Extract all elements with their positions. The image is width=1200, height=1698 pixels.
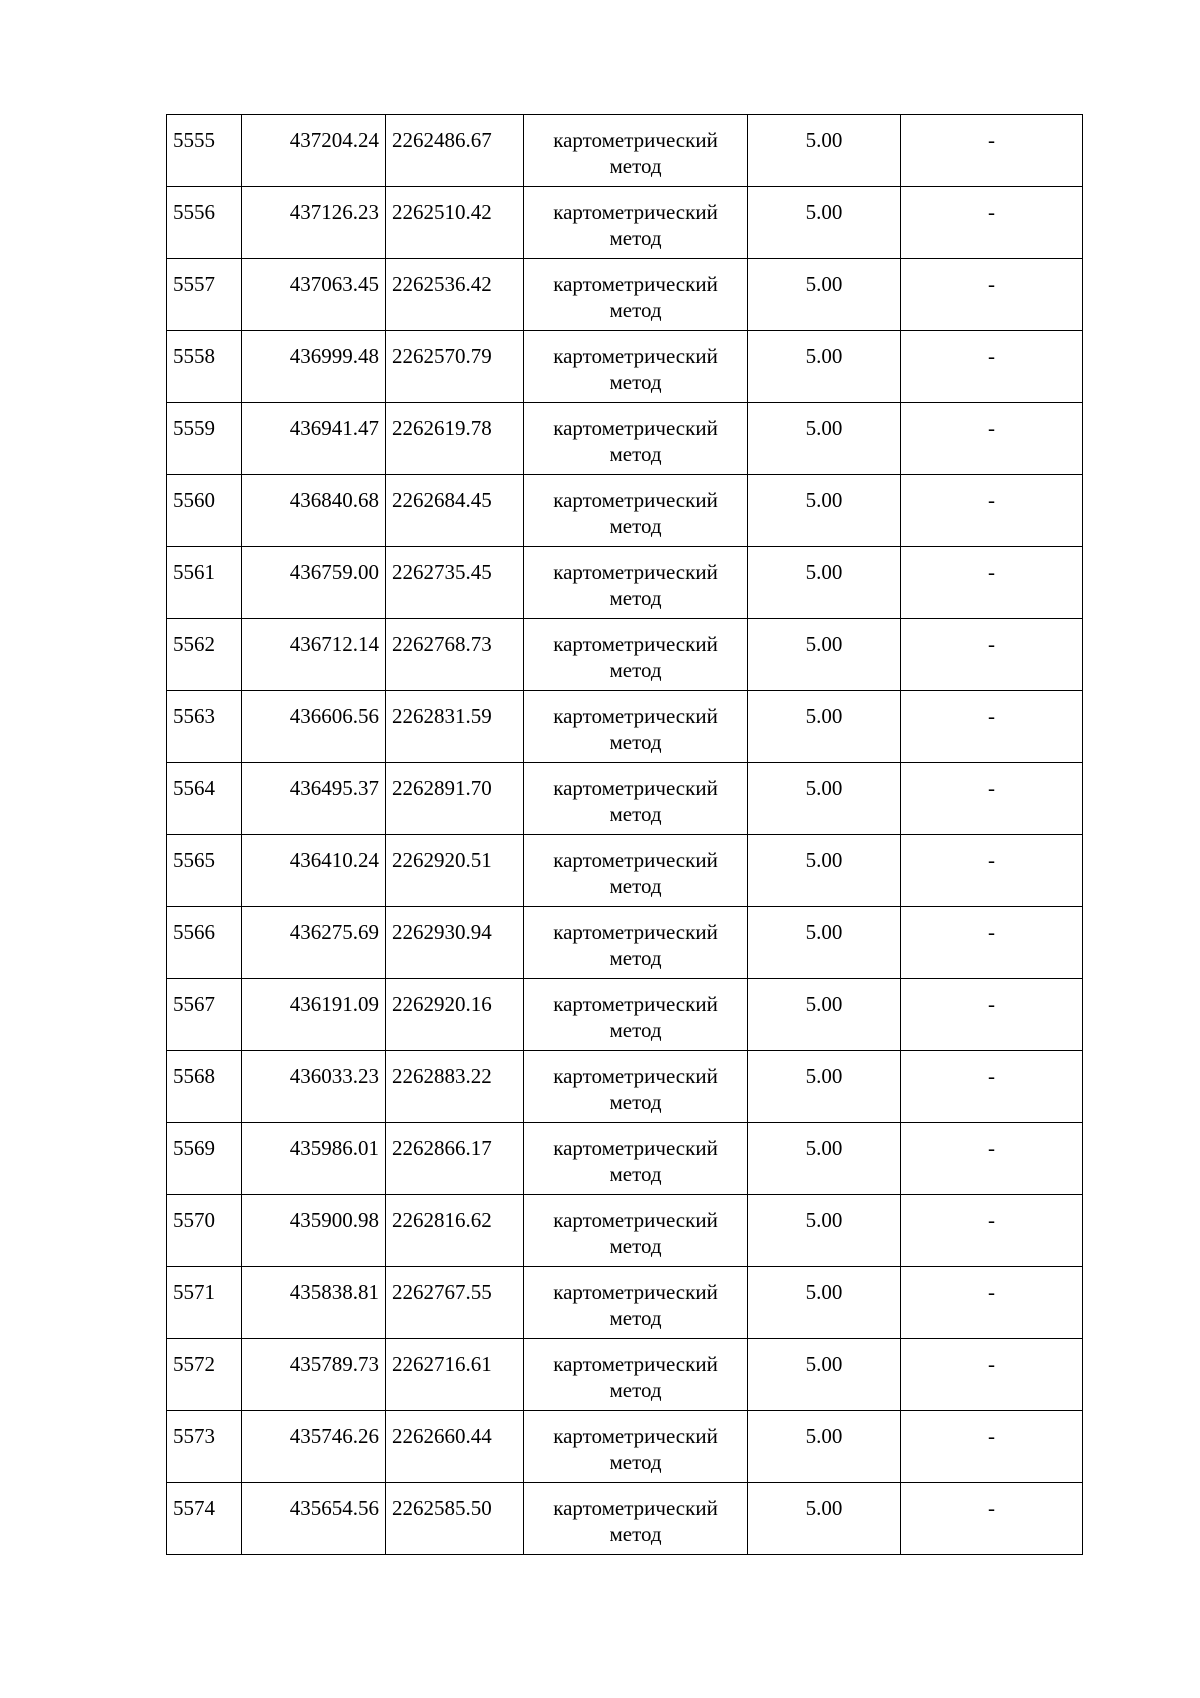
point-number-value: 5565 xyxy=(173,848,215,872)
point-number-cell xyxy=(167,1411,242,1483)
x-coordinate-cell xyxy=(242,907,386,979)
precision-cell xyxy=(748,619,901,691)
note-cell xyxy=(901,547,1083,619)
x-coordinate-value: 436606.56 xyxy=(289,704,379,728)
note-cell xyxy=(901,1339,1083,1411)
x-coordinate-cell xyxy=(242,187,386,259)
table-row xyxy=(167,187,1083,259)
x-coordinate-cell xyxy=(242,403,386,475)
precision-value: 5.00 xyxy=(805,1280,843,1304)
point-number-cell xyxy=(167,1483,242,1555)
x-coordinate-value: 435838.81 xyxy=(289,1280,379,1304)
method-line-2: метод xyxy=(609,802,662,826)
precision-value: 5.00 xyxy=(805,560,843,584)
method-line-1: картометрический xyxy=(553,632,718,656)
y-coordinate-value: 2262920.51 xyxy=(392,848,492,872)
note-value: - xyxy=(988,1064,995,1088)
method-line-2: метод xyxy=(609,1234,662,1258)
table-row xyxy=(167,1195,1083,1267)
point-number-cell xyxy=(167,187,242,259)
y-coordinate-value: 2262735.45 xyxy=(392,560,492,584)
y-coordinate-cell xyxy=(386,403,524,475)
y-coordinate-cell xyxy=(386,763,524,835)
x-coordinate-value: 436410.24 xyxy=(289,848,379,872)
table-row xyxy=(167,835,1083,907)
y-coordinate-value: 2262536.42 xyxy=(392,272,492,296)
point-number-cell xyxy=(167,1123,242,1195)
point-number-value: 5572 xyxy=(173,1352,215,1376)
precision-value: 5.00 xyxy=(805,128,843,152)
x-coordinate-value: 436191.09 xyxy=(289,992,379,1016)
table-row xyxy=(167,979,1083,1051)
method-line-2: метод xyxy=(609,298,662,322)
method-cell xyxy=(524,115,748,187)
point-number-value: 5574 xyxy=(173,1496,215,1520)
note-value: - xyxy=(988,848,995,872)
table-row xyxy=(167,1123,1083,1195)
precision-cell xyxy=(748,835,901,907)
method-cell xyxy=(524,1483,748,1555)
point-number-value: 5568 xyxy=(173,1064,215,1088)
note-cell xyxy=(901,115,1083,187)
note-value: - xyxy=(988,992,995,1016)
method-cell xyxy=(524,547,748,619)
precision-cell xyxy=(748,1195,901,1267)
point-number-cell xyxy=(167,979,242,1051)
y-coordinate-cell xyxy=(386,835,524,907)
x-coordinate-cell xyxy=(242,619,386,691)
method-cell xyxy=(524,331,748,403)
table-row xyxy=(167,1267,1083,1339)
method-line-2: метод xyxy=(609,1018,662,1042)
note-cell xyxy=(901,619,1083,691)
precision-cell xyxy=(748,403,901,475)
precision-value: 5.00 xyxy=(805,272,843,296)
y-coordinate-cell xyxy=(386,1483,524,1555)
note-cell xyxy=(901,187,1083,259)
precision-cell xyxy=(748,259,901,331)
note-cell xyxy=(901,907,1083,979)
point-number-value: 5555 xyxy=(173,128,215,152)
point-number-cell xyxy=(167,1195,242,1267)
point-number-value: 5563 xyxy=(173,704,215,728)
method-line-2: метод xyxy=(609,658,662,682)
precision-value: 5.00 xyxy=(805,1352,843,1376)
x-coordinate-value: 436033.23 xyxy=(289,1064,379,1088)
note-cell xyxy=(901,259,1083,331)
note-value: - xyxy=(988,1136,995,1160)
y-coordinate-value: 2262716.61 xyxy=(392,1352,492,1376)
precision-value: 5.00 xyxy=(805,776,843,800)
x-coordinate-cell xyxy=(242,115,386,187)
y-coordinate-cell xyxy=(386,259,524,331)
method-line-1: картометрический xyxy=(553,704,718,728)
precision-cell xyxy=(748,1123,901,1195)
table-row xyxy=(167,763,1083,835)
precision-value: 5.00 xyxy=(805,848,843,872)
x-coordinate-value: 435654.56 xyxy=(289,1496,379,1520)
table-row xyxy=(167,475,1083,547)
point-number-cell xyxy=(167,115,242,187)
note-value: - xyxy=(988,200,995,224)
point-number-cell xyxy=(167,1051,242,1123)
x-coordinate-value: 436999.48 xyxy=(289,344,379,368)
method-cell xyxy=(524,691,748,763)
note-value: - xyxy=(988,704,995,728)
table-row xyxy=(167,259,1083,331)
note-value: - xyxy=(988,1496,995,1520)
precision-cell xyxy=(748,979,901,1051)
point-number-cell xyxy=(167,1339,242,1411)
x-coordinate-cell xyxy=(242,1123,386,1195)
point-number-cell xyxy=(167,547,242,619)
precision-value: 5.00 xyxy=(805,1064,843,1088)
precision-value: 5.00 xyxy=(805,920,843,944)
point-number-value: 5573 xyxy=(173,1424,215,1448)
x-coordinate-cell xyxy=(242,1051,386,1123)
x-coordinate-cell xyxy=(242,835,386,907)
precision-cell xyxy=(748,691,901,763)
point-number-value: 5560 xyxy=(173,488,215,512)
method-cell xyxy=(524,1267,748,1339)
method-cell xyxy=(524,403,748,475)
point-number-cell xyxy=(167,691,242,763)
note-value: - xyxy=(988,416,995,440)
table-row xyxy=(167,619,1083,691)
precision-value: 5.00 xyxy=(805,632,843,656)
table-row xyxy=(167,547,1083,619)
method-line-2: метод xyxy=(609,1162,662,1186)
y-coordinate-value: 2262816.62 xyxy=(392,1208,492,1232)
table-row xyxy=(167,1051,1083,1123)
method-line-1: картометрический xyxy=(553,488,718,512)
method-line-1: картометрический xyxy=(553,1352,718,1376)
method-cell xyxy=(524,979,748,1051)
x-coordinate-value: 436759.00 xyxy=(289,560,379,584)
point-number-cell xyxy=(167,1267,242,1339)
precision-cell xyxy=(748,115,901,187)
note-cell xyxy=(901,1411,1083,1483)
table-row xyxy=(167,1339,1083,1411)
point-number-cell xyxy=(167,835,242,907)
point-number-value: 5569 xyxy=(173,1136,215,1160)
method-cell xyxy=(524,1411,748,1483)
x-coordinate-cell xyxy=(242,1267,386,1339)
precision-value: 5.00 xyxy=(805,1208,843,1232)
point-number-cell xyxy=(167,907,242,979)
precision-cell xyxy=(748,1411,901,1483)
precision-cell xyxy=(748,547,901,619)
y-coordinate-value: 2262619.78 xyxy=(392,416,492,440)
y-coordinate-value: 2262510.42 xyxy=(392,200,492,224)
note-value: - xyxy=(988,128,995,152)
note-value: - xyxy=(988,776,995,800)
point-number-cell xyxy=(167,331,242,403)
y-coordinate-value: 2262660.44 xyxy=(392,1424,492,1448)
precision-value: 5.00 xyxy=(805,416,843,440)
method-line-1: картометрический xyxy=(553,848,718,872)
y-coordinate-cell xyxy=(386,187,524,259)
method-line-2: метод xyxy=(609,586,662,610)
point-number-cell xyxy=(167,259,242,331)
x-coordinate-cell xyxy=(242,547,386,619)
table-row xyxy=(167,907,1083,979)
note-value: - xyxy=(988,1208,995,1232)
x-coordinate-value: 437204.24 xyxy=(289,128,379,152)
y-coordinate-cell xyxy=(386,1195,524,1267)
point-number-value: 5556 xyxy=(173,200,215,224)
method-line-2: метод xyxy=(609,1522,662,1546)
x-coordinate-value: 436712.14 xyxy=(289,632,379,656)
y-coordinate-value: 2262920.16 xyxy=(392,992,492,1016)
y-coordinate-value: 2262768.73 xyxy=(392,632,492,656)
table-row xyxy=(167,403,1083,475)
point-number-cell xyxy=(167,763,242,835)
y-coordinate-cell xyxy=(386,331,524,403)
method-line-1: картометрический xyxy=(553,560,718,584)
point-number-value: 5557 xyxy=(173,272,215,296)
method-line-2: метод xyxy=(609,1306,662,1330)
coordinates-table xyxy=(166,114,1083,1555)
point-number-value: 5562 xyxy=(173,632,215,656)
table-row xyxy=(167,331,1083,403)
note-cell xyxy=(901,331,1083,403)
method-line-2: метод xyxy=(609,514,662,538)
y-coordinate-cell xyxy=(386,1051,524,1123)
precision-cell xyxy=(748,1483,901,1555)
note-value: - xyxy=(988,344,995,368)
precision-cell xyxy=(748,475,901,547)
x-coordinate-value: 435789.73 xyxy=(289,1352,379,1376)
method-cell xyxy=(524,1339,748,1411)
x-coordinate-value: 437126.23 xyxy=(289,200,379,224)
x-coordinate-cell xyxy=(242,979,386,1051)
method-line-1: картометрический xyxy=(553,272,718,296)
method-line-1: картометрический xyxy=(553,992,718,1016)
method-line-2: метод xyxy=(609,1378,662,1402)
method-cell xyxy=(524,907,748,979)
y-coordinate-cell xyxy=(386,1411,524,1483)
method-line-1: картометрический xyxy=(553,1424,718,1448)
y-coordinate-value: 2262883.22 xyxy=(392,1064,492,1088)
y-coordinate-value: 2262767.55 xyxy=(392,1280,492,1304)
method-line-1: картометрический xyxy=(553,1064,718,1088)
method-cell xyxy=(524,1051,748,1123)
x-coordinate-cell xyxy=(242,1195,386,1267)
method-cell xyxy=(524,1195,748,1267)
point-number-value: 5558 xyxy=(173,344,215,368)
method-line-1: картометрический xyxy=(553,416,718,440)
x-coordinate-cell xyxy=(242,1483,386,1555)
note-cell xyxy=(901,835,1083,907)
table-row xyxy=(167,1411,1083,1483)
y-coordinate-value: 2262930.94 xyxy=(392,920,492,944)
coordinates-table-body xyxy=(167,115,1083,1555)
precision-value: 5.00 xyxy=(805,992,843,1016)
method-line-2: метод xyxy=(609,730,662,754)
method-line-2: метод xyxy=(609,226,662,250)
precision-value: 5.00 xyxy=(805,1424,843,1448)
point-number-value: 5564 xyxy=(173,776,215,800)
x-coordinate-value: 435986.01 xyxy=(289,1136,379,1160)
table-row xyxy=(167,1483,1083,1555)
method-line-1: картометрический xyxy=(553,920,718,944)
note-value: - xyxy=(988,1280,995,1304)
method-cell xyxy=(524,835,748,907)
y-coordinate-value: 2262570.79 xyxy=(392,344,492,368)
x-coordinate-cell xyxy=(242,763,386,835)
x-coordinate-value: 436275.69 xyxy=(289,920,379,944)
method-line-2: метод xyxy=(609,442,662,466)
method-line-1: картометрический xyxy=(553,128,718,152)
point-number-value: 5561 xyxy=(173,560,215,584)
note-cell xyxy=(901,1123,1083,1195)
x-coordinate-value: 435746.26 xyxy=(289,1424,379,1448)
y-coordinate-cell xyxy=(386,115,524,187)
method-line-2: метод xyxy=(609,154,662,178)
point-number-value: 5571 xyxy=(173,1280,215,1304)
point-number-cell xyxy=(167,475,242,547)
point-number-cell xyxy=(167,403,242,475)
precision-cell xyxy=(748,187,901,259)
x-coordinate-cell xyxy=(242,331,386,403)
precision-value: 5.00 xyxy=(805,1136,843,1160)
method-line-1: картометрический xyxy=(553,1136,718,1160)
x-coordinate-value: 437063.45 xyxy=(289,272,379,296)
method-line-2: метод xyxy=(609,874,662,898)
method-line-1: картометрический xyxy=(553,344,718,368)
table-row xyxy=(167,691,1083,763)
y-coordinate-value: 2262831.59 xyxy=(392,704,492,728)
note-cell xyxy=(901,1195,1083,1267)
method-cell xyxy=(524,475,748,547)
method-cell xyxy=(524,1123,748,1195)
point-number-cell xyxy=(167,619,242,691)
precision-cell xyxy=(748,763,901,835)
point-number-value: 5567 xyxy=(173,992,215,1016)
x-coordinate-value: 436840.68 xyxy=(289,488,379,512)
y-coordinate-cell xyxy=(386,691,524,763)
method-cell xyxy=(524,763,748,835)
y-coordinate-cell xyxy=(386,547,524,619)
method-cell xyxy=(524,187,748,259)
precision-cell xyxy=(748,907,901,979)
method-line-2: метод xyxy=(609,370,662,394)
y-coordinate-value: 2262866.17 xyxy=(392,1136,492,1160)
method-line-1: картометрический xyxy=(553,1496,718,1520)
method-cell xyxy=(524,619,748,691)
method-line-1: картометрический xyxy=(553,1280,718,1304)
note-cell xyxy=(901,1051,1083,1123)
y-coordinate-value: 2262684.45 xyxy=(392,488,492,512)
note-cell xyxy=(901,691,1083,763)
precision-cell xyxy=(748,1051,901,1123)
x-coordinate-cell xyxy=(242,691,386,763)
point-number-value: 5566 xyxy=(173,920,215,944)
note-cell xyxy=(901,763,1083,835)
y-coordinate-cell xyxy=(386,475,524,547)
method-line-2: метод xyxy=(609,1090,662,1114)
note-cell xyxy=(901,403,1083,475)
method-line-2: метод xyxy=(609,946,662,970)
x-coordinate-value: 435900.98 xyxy=(289,1208,379,1232)
y-coordinate-cell xyxy=(386,1339,524,1411)
x-coordinate-cell xyxy=(242,1411,386,1483)
y-coordinate-cell xyxy=(386,1123,524,1195)
note-value: - xyxy=(988,1424,995,1448)
method-line-1: картометрический xyxy=(553,1208,718,1232)
method-line-1: картометрический xyxy=(553,200,718,224)
y-coordinate-cell xyxy=(386,979,524,1051)
note-value: - xyxy=(988,272,995,296)
y-coordinate-cell xyxy=(386,619,524,691)
precision-cell xyxy=(748,1267,901,1339)
y-coordinate-value: 2262585.50 xyxy=(392,1496,492,1520)
note-value: - xyxy=(988,1352,995,1376)
note-cell xyxy=(901,979,1083,1051)
method-line-2: метод xyxy=(609,1450,662,1474)
note-value: - xyxy=(988,632,995,656)
precision-cell xyxy=(748,1339,901,1411)
point-number-value: 5559 xyxy=(173,416,215,440)
point-number-value: 5570 xyxy=(173,1208,215,1232)
note-cell xyxy=(901,1267,1083,1339)
note-value: - xyxy=(988,488,995,512)
method-line-1: картометрический xyxy=(553,776,718,800)
x-coordinate-value: 436495.37 xyxy=(289,776,379,800)
note-value: - xyxy=(988,920,995,944)
precision-value: 5.00 xyxy=(805,1496,843,1520)
note-cell xyxy=(901,1483,1083,1555)
precision-value: 5.00 xyxy=(805,200,843,224)
x-coordinate-cell xyxy=(242,1339,386,1411)
x-coordinate-cell xyxy=(242,475,386,547)
x-coordinate-cell xyxy=(242,259,386,331)
method-cell xyxy=(524,259,748,331)
precision-value: 5.00 xyxy=(805,488,843,512)
precision-value: 5.00 xyxy=(805,344,843,368)
y-coordinate-cell xyxy=(386,1267,524,1339)
note-value: - xyxy=(988,560,995,584)
note-cell xyxy=(901,475,1083,547)
precision-cell xyxy=(748,331,901,403)
y-coordinate-value: 2262891.70 xyxy=(392,776,492,800)
y-coordinate-value: 2262486.67 xyxy=(392,128,492,152)
x-coordinate-value: 436941.47 xyxy=(289,416,379,440)
precision-value: 5.00 xyxy=(805,704,843,728)
y-coordinate-cell xyxy=(386,907,524,979)
table-row xyxy=(167,115,1083,187)
